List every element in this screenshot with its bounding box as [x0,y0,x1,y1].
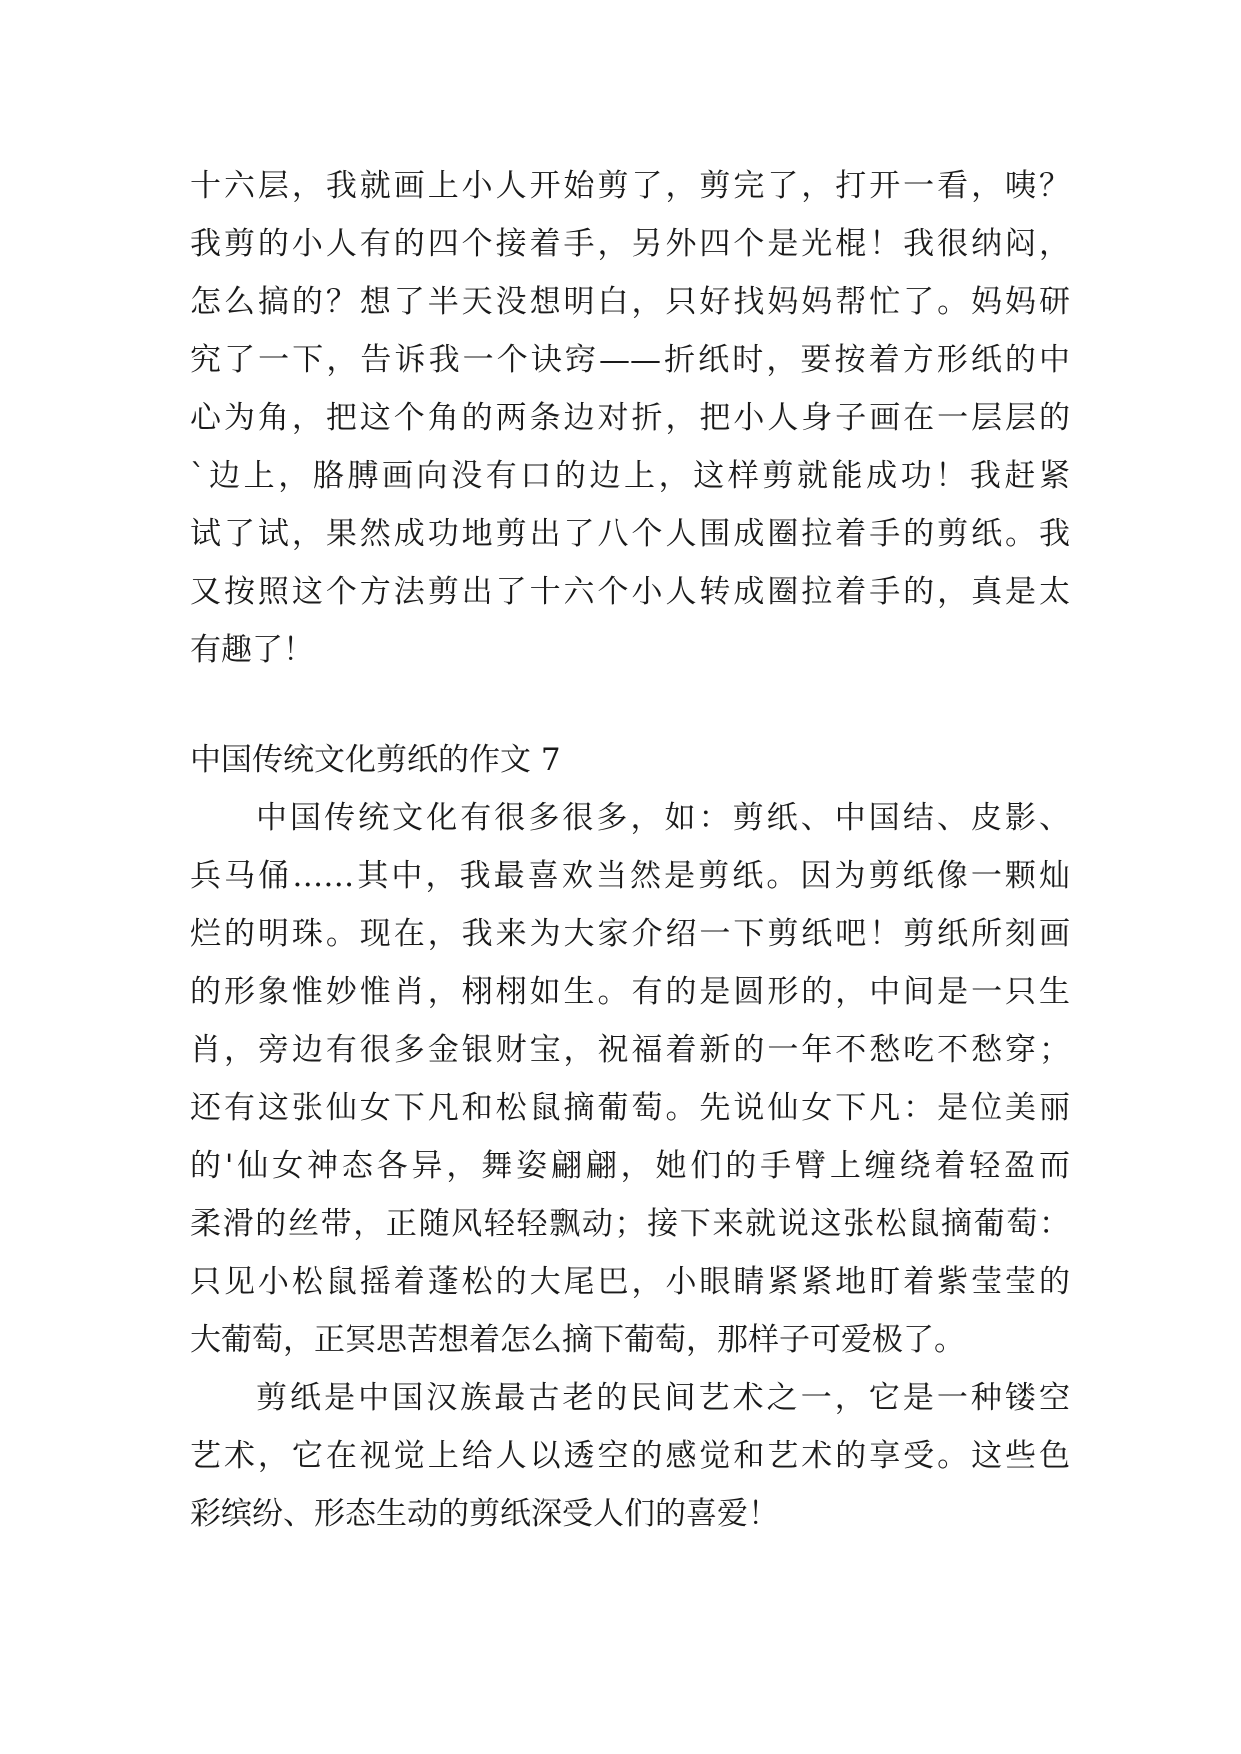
text-line: 兵马俑……其中，我最喜欢当然是剪纸。因为剪纸像一颗灿 [190,858,1070,894]
text-line: 彩缤纷、形态生动的剪纸深受人们的喜爱！ [190,1496,779,1532]
text-line: 大葡萄，正冥思苦想着怎么摘下葡萄，那样子可爱极了。 [190,1322,965,1358]
text-line: 肖，旁边有很多金银财宝，祝福着新的一年不愁吃不愁穿； [190,1032,1070,1068]
section-title: 中国传统文化剪纸的作文 7 [190,742,561,778]
text-line: 试了试，果然成功地剪出了八个人围成圈拉着手的剪纸。我 [190,516,1070,552]
text-line: `边上，胳膊画向没有口的边上，这样剪就能成功！我赶紧 [190,458,1070,494]
text-line: 又按照这个方法剪出了十六个小人转成圈拉着手的，真是太 [190,574,1070,610]
text-line: 的形象惟妙惟肖，栩栩如生。有的是圆形的，中间是一只生 [190,974,1070,1010]
text-line: 中国传统文化有很多很多，如：剪纸、中国结、皮影、 [256,800,1070,836]
text-line: 艺术，它在视觉上给人以透空的感觉和艺术的享受。这些色 [190,1438,1070,1474]
text-line: 十六层，我就画上小人开始剪了，剪完了，打开一看，咦？ [190,168,1070,204]
text-line: 柔滑的丝带，正随风轻轻飘动；接下来就说这张松鼠摘葡萄： [190,1206,1070,1242]
text-line: 的'仙女神态各异，舞姿翩翩，她们的手臂上缠绕着轻盈而 [190,1148,1070,1184]
text-line: 我剪的小人有的四个接着手，另外四个是光棍！我很纳闷， [190,226,1070,262]
text-line: 究了一下，告诉我一个诀窍——折纸时，要按着方形纸的中 [190,342,1070,378]
text-line: 有趣了！ [190,632,314,668]
text-line: 怎么搞的？想了半天没想明白，只好找妈妈帮忙了。妈妈研 [190,284,1070,320]
text-line: 只见小松鼠摇着蓬松的大尾巴，小眼睛紧紧地盯着紫莹莹的 [190,1264,1070,1300]
text-line: 还有这张仙女下凡和松鼠摘葡萄。先说仙女下凡：是位美丽 [190,1090,1070,1126]
text-line: 剪纸是中国汉族最古老的民间艺术之一，它是一种镂空 [256,1380,1070,1416]
text-line: 心为角，把这个角的两条边对折，把小人身子画在一层层的 [190,400,1070,436]
text-line: 烂的明珠。现在，我来为大家介绍一下剪纸吧！剪纸所刻画 [190,916,1070,952]
